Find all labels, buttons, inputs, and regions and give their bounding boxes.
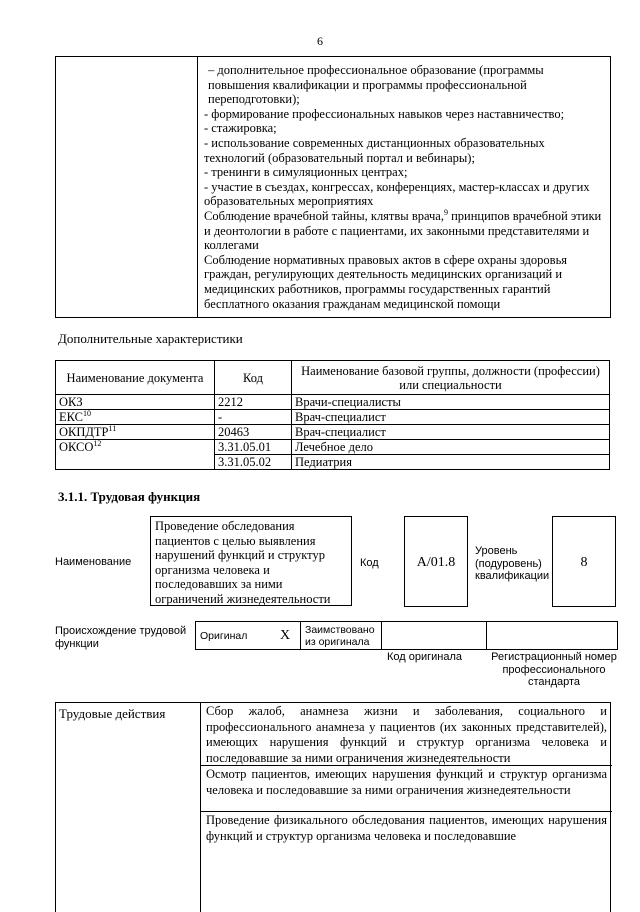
table-row: [56, 440, 610, 455]
name-label: Наименование: [55, 556, 132, 568]
additional-title: Дополнительные характеристики: [58, 331, 243, 346]
borrowed-cell: Заимствовано из оригинала: [301, 622, 382, 650]
labor-actions-label: Трудовые действия: [59, 706, 166, 721]
secrecy-paragraph: Соблюдение врачебной тайны, клятвы врача,$^9$ принципов врачебной этики и деонтологии в работе с пациентами, их законными представителями и коллегами: [204, 207, 602, 253]
table-header-row: [56, 361, 610, 395]
footnote-ref: 9: [443, 207, 448, 217]
row-code: 2212: [215, 395, 292, 410]
education-line: - формирование профессиональных навыков через наставничество;: [204, 106, 565, 121]
code-label: Код: [360, 557, 379, 569]
row-doc: ОКЗ: [56, 395, 215, 410]
origin-table: [195, 621, 618, 650]
row-name: Педиатрия: [292, 455, 610, 470]
row-name: Лечебное дело: [292, 440, 610, 455]
labor-action-item: Сбор жалоб, анамнеза жизни и заболевания, социального и профессионального анамнеза у пациентов (их законных представителей), имеющих нарушения функций и структур организма человека и последовавшие за ними ограничения жизнедеятельности: [201, 703, 612, 766]
registration-caption: Регистрационный номер профессионального стандарта: [491, 651, 617, 688]
legal-paragraph: Соблюдение нормативных правовых актов в сфере охраны здоровья граждан, регулирующих деятельность медицинских организаций и медицинских работников, программы государственных гарантий бесплатного оказания гражданам медицинской помощи: [204, 252, 568, 311]
row-code: 3.31.05.01: [215, 440, 292, 455]
section-title: 3.1.1. Трудовая функция: [58, 489, 201, 504]
table-row: [56, 410, 610, 425]
original-code-caption: Код оригинала: [387, 651, 463, 663]
education-line: - стажировка;: [204, 121, 277, 136]
origin-label: Происхождение трудовой функции: [55, 625, 187, 650]
labor-actions-table: [55, 702, 611, 912]
registration-cell: [487, 622, 618, 650]
level-label: Уровень (подуровень) квалификации: [475, 545, 550, 582]
header-doc: Наименование документа: [56, 361, 215, 395]
row-name: Врач-специалист: [292, 425, 610, 440]
education-table: [55, 56, 611, 318]
row-code: 20463: [215, 425, 292, 440]
header-name: Наименование базовой группы, должности (профессии) или специальности: [292, 361, 610, 395]
row-doc: ОКПДТР$^{11}$: [56, 425, 215, 440]
education-line: - участие в съездах, конгрессах, конференциях, мастер-классах и других образовательных мероприятиях: [204, 179, 590, 209]
education-line: - использование современных дистанционных образовательных технологий (образовательный портал и вебинары);: [204, 135, 545, 165]
row-name: Врачи-специалисты: [292, 395, 610, 410]
row-doc: ОКСО$^{12}$: [56, 440, 215, 470]
function-name-box: Проведение обследования пациентов с целью выявления нарушений функций и структур организма человека и последовавших за ними ограничений жизнедеятельности: [150, 516, 352, 606]
function-code-box: A/01.8: [404, 516, 468, 607]
education-cell: [204, 63, 604, 311]
row-name: Врач-специалист: [292, 410, 610, 425]
characteristics-table: [55, 360, 610, 470]
original-cell: Оригинал: [196, 622, 271, 650]
column-divider: [197, 57, 198, 317]
original-mark: X: [270, 622, 301, 650]
labor-action-item: Проведение физикального обследования пациентов, имеющих нарушения функций и структур организма человека и последовавшие: [206, 813, 607, 843]
education-line: – дополнительное профессиональное образование (программы повышения квалификации и программы профессиональной переподготовки);: [208, 63, 544, 107]
row-doc: ЕКС$^{10}$: [56, 410, 215, 425]
table-row: [56, 425, 610, 440]
row-code: -: [215, 410, 292, 425]
table-row: [56, 395, 610, 410]
education-line: - тренинги в симуляционных центрах;: [204, 165, 408, 180]
page-number: 6: [317, 34, 323, 48]
original-code-cell: [382, 622, 487, 650]
header-code: Код: [215, 361, 292, 395]
row-code: 3.31.05.02: [215, 455, 292, 470]
labor-action-item: Осмотр пациентов, имеющих нарушения функций и структур организма человека и последовавшие за ними ограничения жизнедеятельности: [201, 766, 612, 812]
level-box: 8: [552, 516, 616, 607]
